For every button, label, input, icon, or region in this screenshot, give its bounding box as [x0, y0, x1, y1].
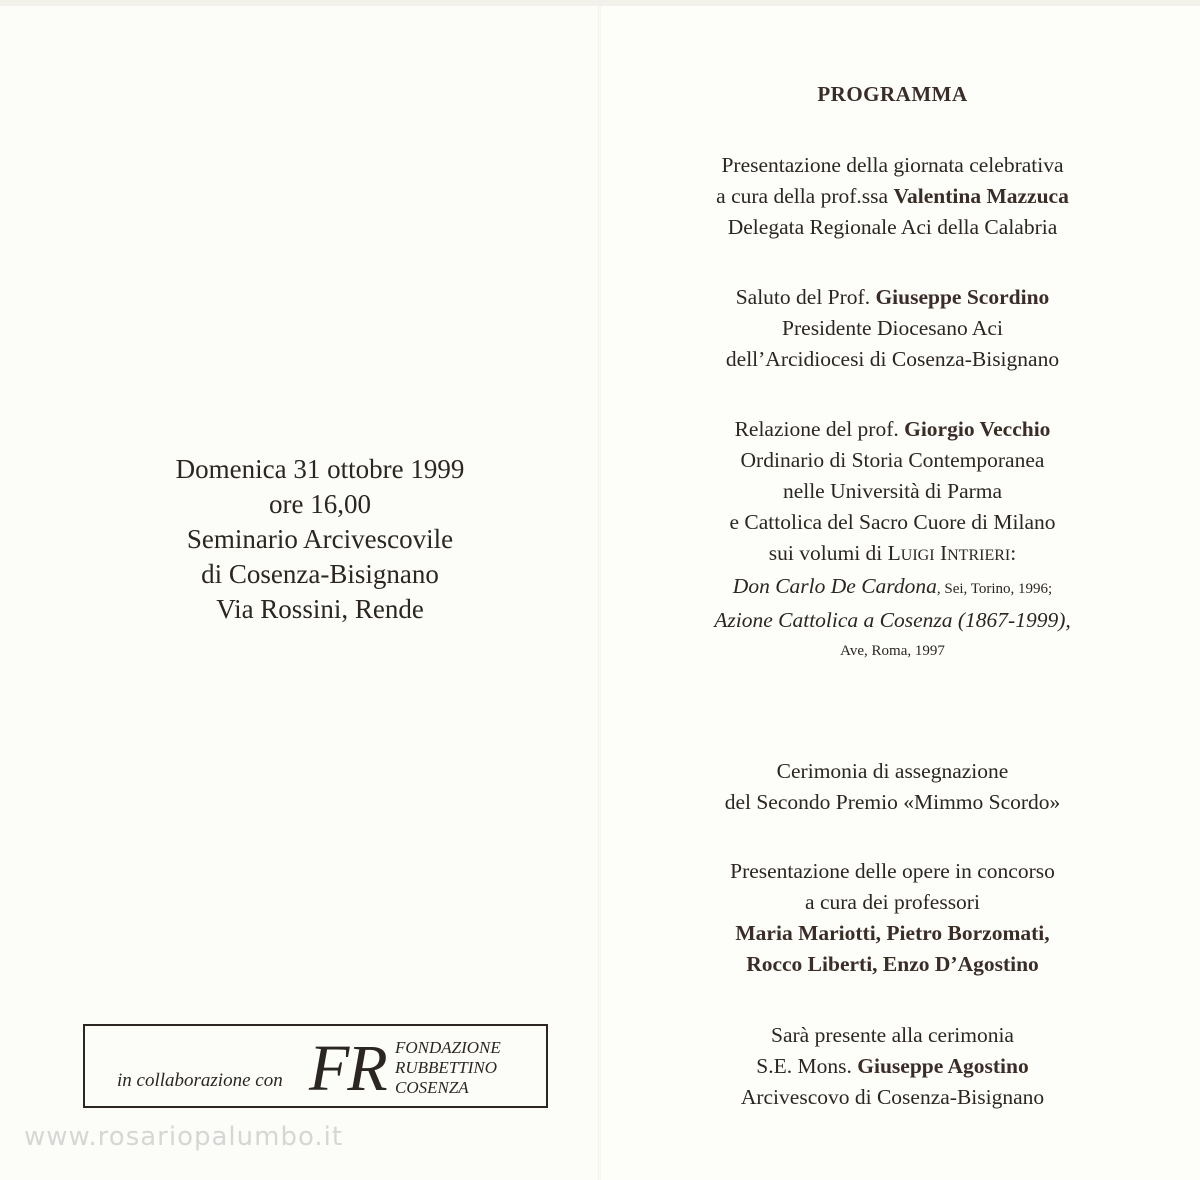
logo-line-2: RUBBETTINO	[395, 1058, 497, 1077]
program-section-greeting	[600, 282, 1185, 375]
program-line: Arcivescovo di Cosenza-Bisignano	[740, 1085, 1045, 1109]
program-line	[600, 538, 1185, 571]
program-section-report	[600, 414, 1185, 667]
program-title: PROGRAMMA	[817, 82, 968, 106]
speaker-name: Giuseppe Scordino	[875, 285, 1050, 309]
line-prefix: S.E. Mons.	[756, 1054, 858, 1078]
fondazione-logo-letters: FR	[309, 1032, 386, 1105]
author-first-initial: L	[887, 541, 901, 565]
program-line: Presidente Diocesano Aci	[782, 316, 1003, 340]
event-venue-city: di Cosenza-Bisignano	[201, 559, 439, 589]
speaker-name: Giuseppe Agostino	[857, 1054, 1029, 1078]
fondazione-logo-text	[395, 1038, 501, 1098]
collaboration-text: in collaborazione con	[117, 1070, 283, 1091]
colon: :	[1010, 541, 1017, 565]
program-line: Presentazione delle opere in concorso	[730, 859, 1055, 883]
author-last-initial: I	[939, 541, 948, 565]
program-line: Cerimonia di assegnazione	[776, 759, 1009, 783]
top-edge	[0, 0, 1200, 6]
book-title: Don Carlo De Cardona	[732, 574, 937, 598]
program-section-works	[600, 856, 1185, 980]
program-line	[600, 181, 1185, 212]
book-publisher: , Sei, Torino, 1996;	[936, 581, 1053, 597]
program-section-presentation	[600, 150, 1185, 243]
book-publisher: Ave, Roma, 1997	[840, 643, 945, 659]
program-line	[600, 1051, 1185, 1082]
line-prefix: sui volumi di	[768, 541, 888, 565]
logo-line-1: FONDAZIONE	[395, 1038, 501, 1057]
author-first-rest: UIGI	[900, 547, 935, 564]
logo-line-3: COSENZA	[395, 1078, 469, 1097]
event-details	[110, 452, 530, 627]
program-line: Delegata Regionale Aci della Calabria	[727, 215, 1058, 239]
professor-names: Rocco Liberti, Enzo D’Agostino	[746, 952, 1039, 976]
speaker-name: Valentina Mazzuca	[893, 184, 1069, 208]
book-title: Azione Cattolica a Cosenza (1867-1999),	[714, 608, 1071, 632]
program-line	[600, 282, 1185, 313]
event-time: ore 16,00	[269, 489, 371, 519]
author-last-rest: NTRIERI	[947, 547, 1011, 564]
program-section-ceremony	[600, 756, 1185, 818]
speaker-name: Giorgio Vecchio	[904, 417, 1051, 441]
event-date: Domenica 31 ottobre 1999	[175, 454, 465, 484]
line-prefix: Relazione del prof.	[734, 417, 905, 441]
professor-names: Maria Mariotti, Pietro Borzomati,	[735, 921, 1050, 945]
line-prefix: Saluto del Prof.	[735, 285, 876, 309]
program-line: dell’Arcidiocesi di Cosenza-Bisignano	[725, 347, 1060, 371]
collaboration-box	[83, 1024, 548, 1108]
event-venue: Seminario Arcivescovile	[186, 524, 454, 554]
program-line	[600, 414, 1185, 445]
program-line: nelle Università di Parma	[782, 479, 1003, 503]
event-address: Via Rossini, Rende	[216, 594, 424, 624]
program-line: e Cattolica del Sacro Cuore di Milano	[729, 510, 1056, 534]
line-prefix: a cura della prof.ssa	[716, 184, 894, 208]
program-line: del Secondo Premio «Mimmo Scordo»	[724, 790, 1061, 814]
program-section-archbishop	[600, 1020, 1185, 1113]
program-line: Ordinario di Storia Contemporanea	[740, 448, 1045, 472]
program-line: Presentazione della giornata celebrativa	[721, 153, 1064, 177]
program-line	[600, 571, 1185, 605]
program-line: Sarà presente alla cerimonia	[771, 1023, 1014, 1047]
program-line: a cura dei professori	[805, 890, 980, 914]
site-watermark: www.rosariopalumbo.it	[24, 1122, 344, 1152]
